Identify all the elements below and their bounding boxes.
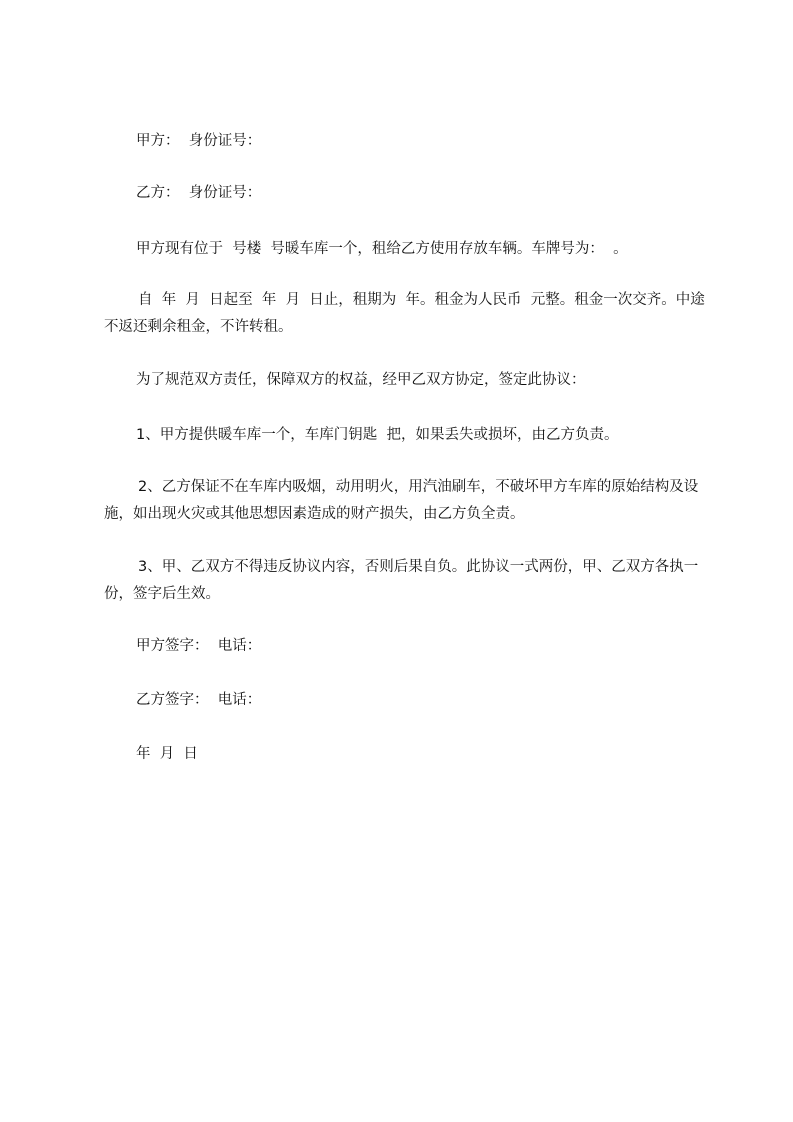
party-a-line: 甲方： 身份证号： [136, 133, 262, 149]
item-3: 3、甲、乙双方不得违反协议内容，否则后果自负。此协议一式两份，甲、乙双方各执一份，签字后生效。 [104, 559, 699, 602]
clause-purpose: 为了规范双方责任，保障双方的权益，经甲乙双方协定，签定此协议： [136, 372, 586, 388]
clause-location: 甲方现有位于 号楼 号暖车库一个，租给乙方使用存放车辆。车牌号为： 。 [136, 241, 628, 257]
sign-b-line: 乙方签字： 电话： [136, 692, 262, 708]
party-b-line: 乙方： 身份证号： [136, 185, 262, 201]
clause-term: 自 年 月 日起至 年 月 日止，租期为 年。租金为人民币 元整。租金一次交齐。中途不返还剩余租金，不许转租。 [104, 292, 705, 335]
item-1: 1、甲方提供暖车库一个，车库门钥匙 把，如果丢失或损坏，由乙方负责。 [136, 427, 619, 443]
sign-a-line: 甲方签字： 电话： [136, 638, 262, 654]
item-2: 2、乙方保证不在车库内吸烟，动用明火，用汽油刷车，不破坏甲方车库的原始结构及设施，如出现火灾或其他思想因素造成的财产损失，由乙方负全责。 [104, 479, 699, 522]
date-line: 年 月 日 [136, 746, 198, 762]
